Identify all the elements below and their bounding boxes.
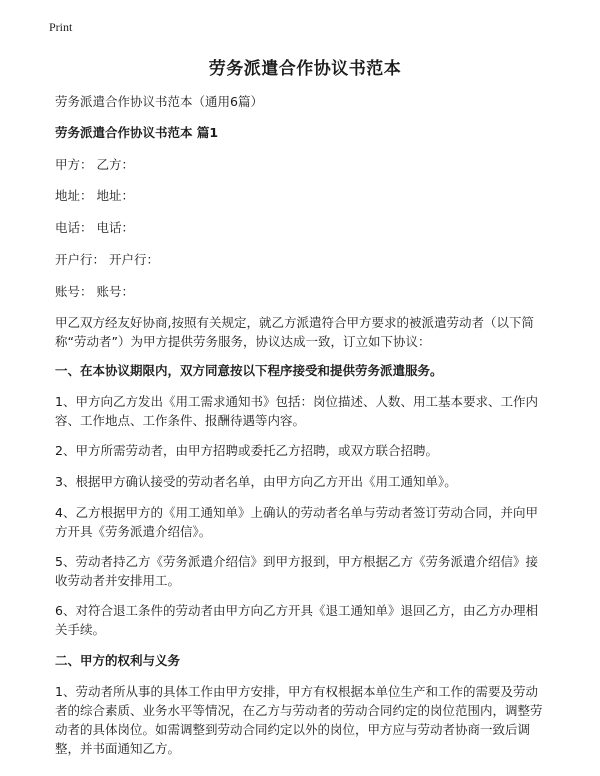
field-party: 甲方： 乙方： <box>55 157 134 172</box>
clause1-heading: 一、在本协议期限内，双方同意按以下程序接受和提供劳务派遣服务。 <box>55 363 443 378</box>
document-title: 劳务派遣合作协议书范本 <box>208 59 402 79</box>
clause1-item-3: 3、根据甲方确认接受的劳动者名单，由甲方向乙方开出《用工通知单》。 <box>55 474 457 489</box>
clause2-item-1: 1、劳动者所从事的具体工作由甲方安排，甲方有权根据本单位生产和工作的需要及劳动者的综合素质、业务水平等情况，在乙方与劳动者的劳动合同约定的岗位范围内，调整劳动者的具体岗位。如需调整到劳动合同约定以外的岗位，甲方应与劳动者协商一致后调整，并书面通知乙方。 <box>55 684 543 756</box>
intro-paragraph: 甲乙双方经友好协商,按照有关规定，就乙方派遣符合甲方要求的被派遣劳动者（以下简称“劳动者”）为甲方提供劳务服务，协议达成一致，订立如下协议： <box>55 315 534 349</box>
field-bank: 开户行： 开户行： <box>55 252 159 267</box>
print-link[interactable]: Print <box>49 20 73 34</box>
clause1-item-6: 6、对符合退工条件的劳动者由甲方向乙方开具《退工通知单》退回乙方，由乙方办理相关手续。 <box>55 603 538 637</box>
section-heading: 劳务派遣合作协议书范本 篇1 <box>55 125 219 140</box>
clause2-heading: 二、甲方的权利与义务 <box>55 653 181 668</box>
clause1-item-2: 2、甲方所需劳动者，由甲方招聘或委托乙方招聘，或双方联合招聘。 <box>55 443 438 458</box>
field-address: 地址： 地址： <box>55 188 134 203</box>
document-subtitle: 劳务派遣合作协议书范本（通用6篇） <box>55 94 263 109</box>
clause1-item-1: 1、甲方向乙方发出《用工需求通知书》包括：岗位描述、人数、用工基本要求、工作内容、工作地点、工作条件、报酬待遇等内容。 <box>55 394 538 428</box>
field-account: 账号： 账号： <box>55 284 134 299</box>
field-phone: 电话： 电话： <box>55 220 134 235</box>
clause1-item-5: 5、劳动者持乙方《劳务派遣介绍信》到甲方报到，甲方根据乙方《劳务派遣介绍信》接收劳动者并安排用工。 <box>55 554 538 588</box>
clause1-item-4: 4、乙方根据甲方的《用工通知单》上确认的劳动者名单与劳动者签订劳动合同，并向甲方开具《劳务派遣介绍信》。 <box>55 505 538 539</box>
